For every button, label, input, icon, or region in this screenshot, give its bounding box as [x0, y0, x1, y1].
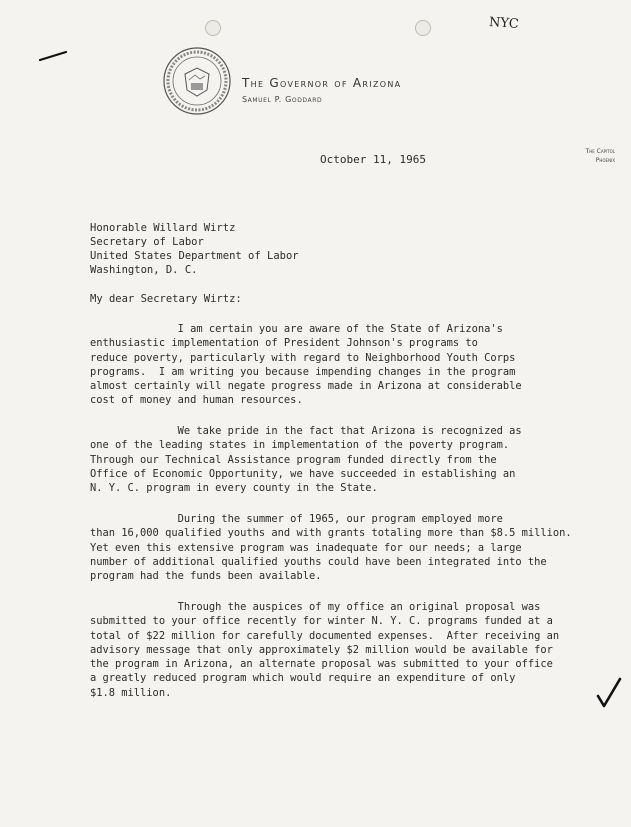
text-line: cost of money and human resources. — [90, 394, 303, 407]
pen-mark-icon — [38, 48, 70, 64]
text-line: Yet even this extensive program was inadequate for our needs; a large — [90, 541, 522, 554]
text-line: Through the auspices of my office an original proposal was — [90, 601, 541, 613]
text-line: a greatly reduced program which would require an expenditure of only — [90, 672, 516, 685]
checkmark-icon — [594, 676, 624, 710]
letterhead — [242, 76, 401, 104]
address-line: United States Department of Labor — [90, 250, 299, 262]
address-line: Honorable Willard Wirtz — [90, 222, 236, 234]
letterhead-location — [586, 147, 615, 165]
body-paragraph — [90, 600, 580, 700]
address-line: Secretary of Labor — [90, 236, 204, 248]
text-line: advisory message that only approximately $2 million would be available for — [90, 643, 553, 656]
punch-hole — [205, 20, 221, 36]
address-line: Washington, D. C. — [90, 264, 198, 276]
text-line: than 16,000 qualified youths and with grants totaling more than $8.5 million. — [90, 527, 572, 540]
salutation: My dear Secretary Wirtz: — [90, 293, 242, 305]
text-line: Office of Economic Opportunity, we have succeeded in establishing an — [90, 467, 516, 480]
letter-date: October 11, 1965 — [320, 153, 426, 166]
text-line: programs. I am writing you because impending changes in the program — [90, 365, 516, 378]
text-line: the program in Arizona, an alternate proposal was submitted to your office — [90, 658, 553, 671]
location-line: Phoenix — [595, 157, 615, 164]
text-line: almost certainly will negate progress made in Arizona at considerable — [90, 380, 522, 393]
text-line: N. Y. C. program in every county in the State. — [90, 482, 378, 495]
handwritten-note: NYC — [488, 14, 520, 33]
body-paragraph — [90, 424, 580, 495]
text-line: reduce poverty, particularly with regard to Neighborhood Youth Corps — [90, 351, 516, 364]
location-line: The Capitol — [585, 148, 615, 155]
letterhead-name: Samuel P. Goddard — [242, 95, 323, 104]
text-line: program had the funds been available. — [90, 570, 322, 583]
text-line: We take pride in the fact that Arizona is recognized as — [90, 425, 522, 437]
state-seal-icon — [162, 46, 232, 116]
text-line: $1.8 million. — [90, 686, 172, 699]
text-line: total of $22 million for carefully documented expenses. After receiving an — [90, 629, 560, 642]
text-line: During the summer of 1965, our program employed more — [90, 513, 503, 525]
body-paragraph — [90, 322, 580, 408]
body-paragraph — [90, 512, 580, 583]
letterhead-title: The Governor of Arizona — [242, 76, 402, 90]
punch-hole — [415, 20, 431, 36]
text-line: submitted to your office recently for winter N. Y. C. programs funded at a — [90, 615, 553, 628]
text-line: number of additional qualified youths could have been integrated into the — [90, 555, 547, 568]
text-line: one of the leading states in implementation of the poverty program. — [90, 439, 510, 452]
text-line: Through our Technical Assistance program funded directly from the — [90, 453, 497, 466]
recipient-address — [90, 221, 299, 277]
text-line: enthusiastic implementation of President Johnson's programs to — [90, 337, 478, 350]
text-line: I am certain you are aware of the State of Arizona's — [90, 323, 503, 335]
